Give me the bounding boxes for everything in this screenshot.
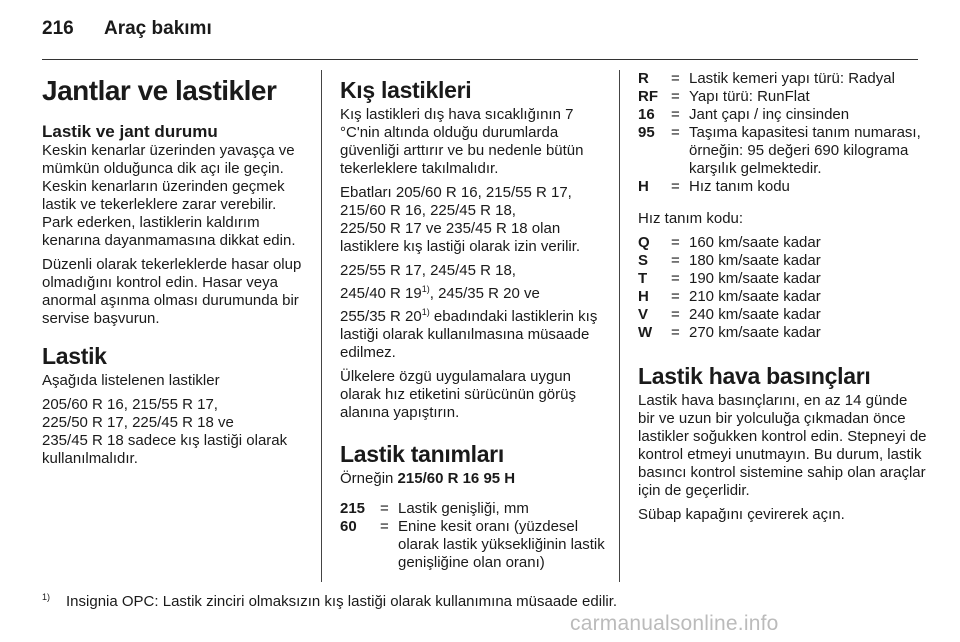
heading-winter-tyres: Kış lastikleri [340, 77, 472, 103]
column-2 [340, 70, 605, 572]
heading-tyre-designations: Lastik tanımları [340, 441, 504, 467]
def-key: T [638, 270, 648, 287]
def-key: 95 [638, 124, 655, 141]
example-value: 215/60 R 16 95 H [397, 470, 516, 487]
paragraph [42, 396, 310, 468]
column-1 [42, 70, 310, 474]
def-eq: = [380, 518, 389, 535]
text-line [340, 303, 605, 362]
footnote [42, 592, 617, 610]
def-value: 270 km/saate kadar [689, 324, 821, 341]
text-line [340, 280, 605, 303]
heading-lastik: Lastik [42, 343, 107, 369]
def-key: R [638, 70, 649, 87]
text-span: , 245/35 R 20 ve [429, 285, 540, 302]
def-value: Hız tanım kodu [689, 178, 790, 195]
text-span: 245/40 R 19 [340, 285, 422, 302]
def-value: 160 km/saate kadar [689, 234, 821, 251]
paragraph: Kış lastikleri dış hava sıcaklığının 7 °C'nin altında olduğu durumlarda güvenliği arttırır ve bu nedenle bütün tekerleklere takılmalıdır. [340, 106, 584, 177]
footnote-ref: 1) [421, 284, 430, 294]
def-value: 190 km/saate kadar [689, 270, 821, 287]
paragraph: Ülkelere özgü uygulamalara uygun olarak hız etiketini sürücünün görüş alanına yapıştırın. [340, 368, 576, 421]
definition-row [638, 70, 928, 88]
def-eq: = [671, 88, 680, 105]
def-value: Lastik kemeri yapı türü: Radyal [689, 70, 895, 87]
def-eq: = [671, 178, 680, 195]
speed-row [638, 306, 928, 324]
column-divider [619, 70, 620, 582]
definition-row [638, 88, 928, 106]
text-line: 205/60 R 16, 215/55 R 17, [42, 396, 218, 413]
paragraph: Aşağıda listelenen lastikler [42, 372, 220, 389]
def-value: Jant çapı / inç cinsinden [689, 106, 850, 123]
def-value: 180 km/saate kadar [689, 252, 821, 269]
def-eq: = [671, 124, 680, 141]
watermark: carmanualsonline.info [570, 612, 779, 635]
column-divider [321, 70, 322, 582]
text-span: ebadındaki lastiklerin kış lastiği olarak kullanılmasına müsaade edilmez. [340, 308, 598, 361]
def-eq: = [671, 324, 680, 341]
def-key: 215 [340, 500, 366, 517]
footnote-text: Insignia OPC: Lastik zinciri olmaksızın kış lastiği olarak kullanımına müsaade edilir. [66, 593, 618, 610]
definition-row [638, 124, 928, 178]
definition-row [340, 518, 605, 572]
header-rule [42, 59, 918, 60]
speed-row [638, 270, 928, 288]
paragraph [340, 184, 605, 256]
paragraph: Sübap kapağını çevirerek açın. [638, 506, 845, 523]
definition-row [340, 500, 605, 518]
example-line [340, 470, 605, 488]
def-key: S [638, 252, 649, 269]
def-eq: = [671, 234, 680, 251]
text-line: 225/50 R 17 ve 235/45 R 18 olan lastiklere kış lastiği olarak izin verilir. [340, 220, 581, 255]
def-key: W [638, 324, 653, 341]
speed-row [638, 252, 928, 270]
paragraph: Düzenli olarak tekerleklerde hasar olup olmadığını kontrol edin. Hasar veya anormal aşınma olması durumunda bir servise başvurun. [42, 256, 302, 327]
def-value: 210 km/saate kadar [689, 288, 821, 305]
def-key: V [638, 306, 649, 323]
definition-row [638, 106, 928, 124]
def-eq: = [671, 306, 680, 323]
example-label: Örneğin [340, 470, 398, 487]
paragraph: Keskin kenarlar üzerinden yavaşça ve mümkün olduğunca dik açı ile geçin. Keskin kenarların üzerinden geçmek lastik ve tekerleklere zarar verebilir. Park ederken, lastiklerin kaldırım kenarına dayanmamasına dikkat edin. [42, 142, 296, 249]
def-value: Taşıma kapasitesi tanım numarası, örneğin: 95 değeri 690 kilograma karşılık gelmektedir. [689, 124, 921, 177]
def-key: H [638, 178, 649, 195]
def-value: Enine kesit oranı (yüzdesel olarak lastik yüksekliğinin lastik genişliğine olan oranı) [398, 518, 605, 571]
def-key: RF [638, 88, 658, 105]
def-value: Yapı türü: RunFlat [689, 88, 810, 105]
paragraph: Lastik hava basınçlarını, en az 14 günde bir ve uzun bir yolculuğa çıkmadan önce lastikler soğukken kontrol edin. Stepneyi de kontrol etmeyi unutmayın. Bu durum, lastik basıncı kontrol sistemine sahip olan araçlar için de geçerlidir. [638, 392, 927, 499]
text-span: 255/35 R 20 [340, 308, 422, 325]
main-heading: Jantlar ve lastikler [42, 75, 277, 106]
text-line: 225/50 R 17, 225/45 R 18 ve [42, 414, 234, 431]
paragraph [340, 262, 605, 362]
column-3 [638, 70, 928, 530]
def-eq: = [671, 270, 680, 287]
def-eq: = [380, 500, 389, 517]
def-eq: = [671, 106, 680, 123]
speed-code-label: Hız tanım kodu: [638, 210, 744, 227]
speed-row [638, 324, 928, 342]
def-key: Q [638, 234, 650, 251]
page-number: 216 [42, 18, 74, 39]
def-eq: = [671, 288, 680, 305]
def-eq: = [671, 70, 680, 87]
text-line: Ebatları 205/60 R 16, 215/55 R 17, [340, 184, 572, 201]
definition-row [638, 178, 928, 196]
section-title: Araç bakımı [104, 18, 212, 39]
def-value: 240 km/saate kadar [689, 306, 821, 323]
page-header [42, 18, 212, 40]
text-line: 235/45 R 18 sadece kış lastiği olarak kullanılmalıdır. [42, 432, 288, 467]
footnote-mark: 1) [42, 592, 51, 602]
text-line: 225/55 R 17, 245/45 R 18, [340, 262, 516, 279]
heading-tyre-pressure: Lastik hava basınçları [638, 363, 871, 389]
def-key: 60 [340, 518, 357, 535]
speed-row [638, 234, 928, 252]
speed-row [638, 288, 928, 306]
def-key: 16 [638, 106, 655, 123]
footnote-ref: 1) [421, 307, 430, 317]
def-value: Lastik genişliği, mm [398, 500, 529, 517]
def-key: H [638, 288, 649, 305]
subheading-condition: Lastik ve jant durumu [42, 122, 218, 141]
def-eq: = [671, 252, 680, 269]
text-line: 215/60 R 16, 225/45 R 18, [340, 202, 516, 219]
